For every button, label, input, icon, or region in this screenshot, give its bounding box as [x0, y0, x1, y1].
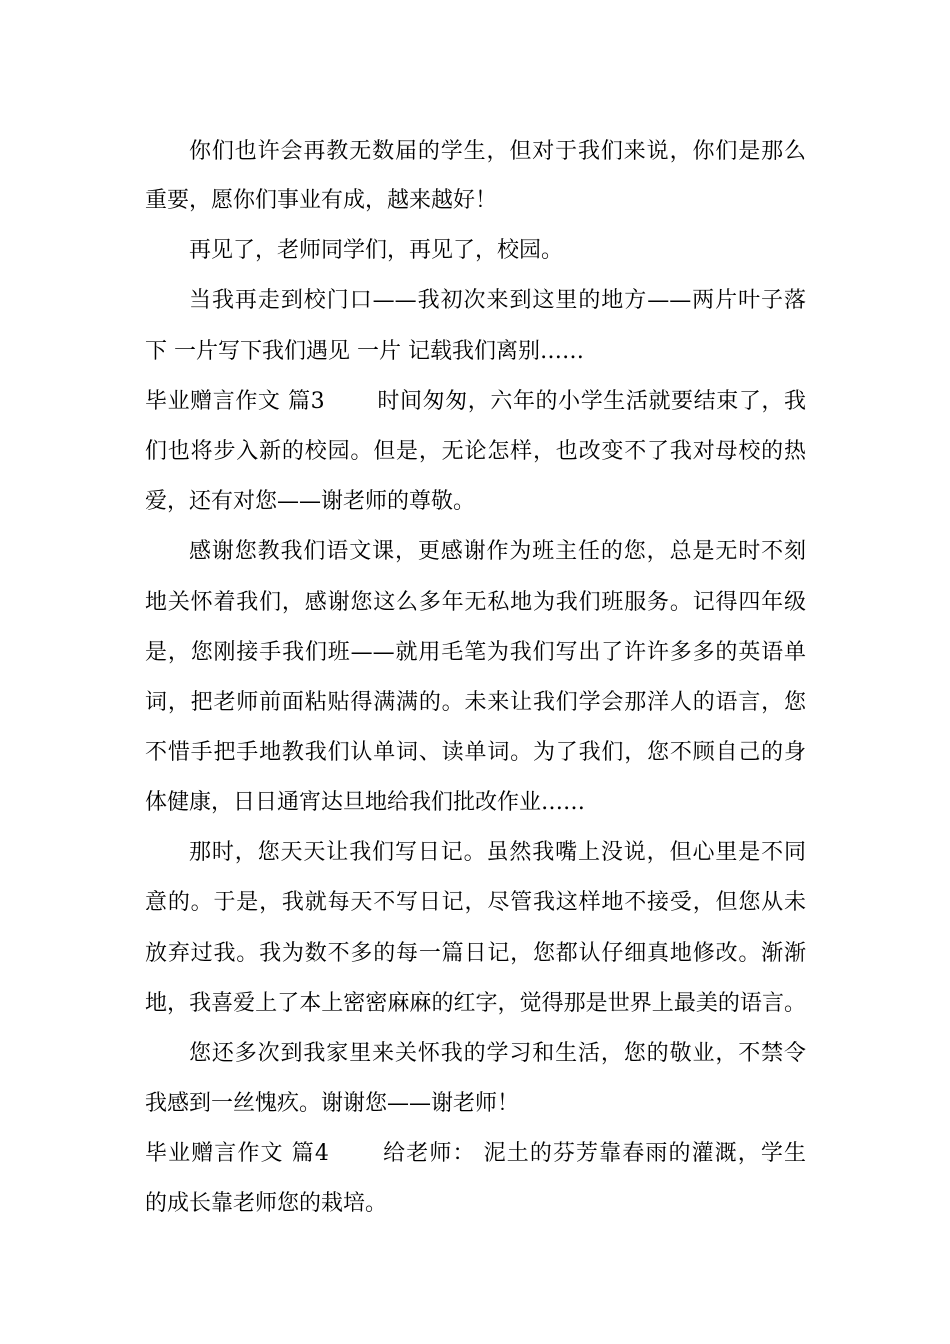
paragraph-line: 当我再走到校门口——我初次来到这里的地方——两片叶子落 — [189, 288, 806, 313]
paragraph-line: 感谢您教我们语文课，更感谢作为班主任的您，总是无时不刻 — [189, 539, 806, 564]
paragraph-line: 意的。于是，我就每天不写日记，尽管我这样地不接受，但您从未 — [145, 890, 806, 915]
paragraph-line: 们也将步入新的校园。但是，无论怎样，也改变不了我对母校的热 — [145, 439, 806, 464]
paragraph-line: 词，把老师前面粘贴得满满的。未来让我们学会那洋人的语言，您 — [145, 690, 806, 715]
paragraph-line: 下 一片写下我们遇见 一片 记载我们离别…… — [145, 339, 584, 364]
paragraph-line: 体健康，日日通宵达旦地给我们批改作业…… — [145, 790, 586, 815]
paragraph-line: 放弃过我。我为数不多的每一篇日记，您都认仔细真地修改。渐渐 — [145, 941, 806, 966]
paragraph-line: 您还多次到我家里来关怀我的学习和生活，您的敬业，不禁令 — [189, 1041, 806, 1066]
paragraph-line: 的成长靠老师您的栽培。 — [145, 1191, 388, 1216]
paragraph-line: 是，您刚接手我们班——就用毛笔为我们写出了许许多多的英语单 — [145, 640, 806, 665]
paragraph-line: 重要，愿你们事业有成，越来越好！ — [145, 188, 498, 213]
paragraph-line: 地关怀着我们，感谢您这么多年无私地为我们班服务。记得四年级 — [145, 590, 806, 615]
section-heading-line: 毕业赠言作文 篇3 时间匆匆，六年的小学生活就要结束了，我 — [145, 389, 806, 414]
paragraph-line: 地，我喜爱上了本上密密麻麻的红字，觉得那是世界上最美的语言。 — [145, 991, 806, 1016]
paragraph-line: 你们也许会再教无数届的学生，但对于我们来说，你们是那么 — [189, 139, 806, 164]
paragraph-line: 我感到一丝愧疚。谢谢您——谢老师！ — [145, 1091, 520, 1116]
paragraph-line: 不惜手把手地教我们认单词、读单词。为了我们，您不顾自己的身 — [145, 740, 806, 765]
section-heading-line: 毕业赠言作文 篇4 给老师： 泥土的芬芳靠春雨的灌溉，学生 — [145, 1141, 806, 1166]
paragraph-line: 再见了，老师同学们，再见了，校园。 — [189, 238, 564, 263]
paragraph-line: 那时，您天天让我们写日记。虽然我嘴上没说，但心里是不同 — [189, 840, 806, 865]
paragraph-line: 爱，还有对您——谢老师的尊敬。 — [145, 489, 476, 514]
